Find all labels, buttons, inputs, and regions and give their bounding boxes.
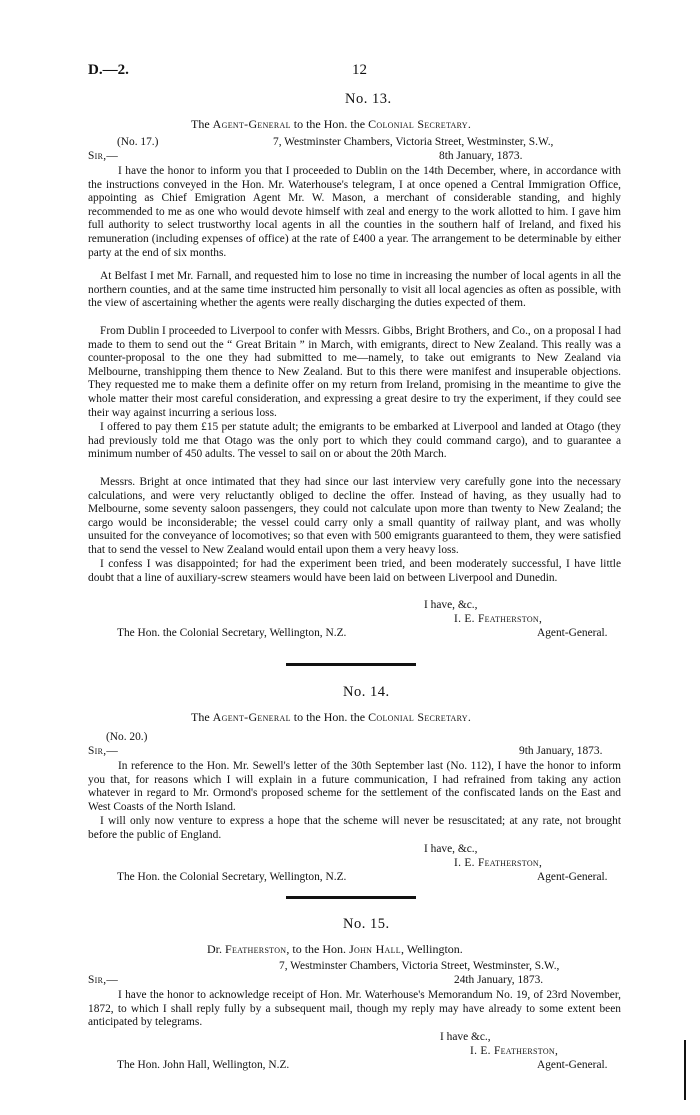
letter-13-paragraph-4: I offered to pay them £15 per statute adult; the emigrants to be embarked at Liverpool and landed at Otago (they had previously told me that Otago was the only port to which they could command cargo), and to guarantee a minimum number of 450 adults. The vessel to sail on or about the 20th March. xyxy=(88,421,621,461)
letter-15-date: 24th January, 1873. xyxy=(454,974,544,986)
letter-14-heading: The Agent-General to the Hon. the Colonial Secretary. xyxy=(191,710,472,724)
letter-14-addressee: The Hon. the Colonial Secretary, Wellington, N.Z. xyxy=(117,871,347,883)
letter-13-ref-number: (No. 17.) xyxy=(117,136,159,148)
letter-14-paragraph-2: I will only now venture to express a hope that the scheme will never be resuscitated; at any rate, not brought before the public of England. xyxy=(88,815,621,841)
letter-13-paragraph-5: Messrs. Bright at once intimated that they had since our last interview very carefully gone into the necessary calculations, and were very reluctantly obliged to decline the offer. Instead of having, as they usually had to Melbourne, some seventy saloon passengers, they could not calculate upon more than twenty to New Zealand; the cargo would be inconsiderable; the vessel could carry only a small quantity of railway plant, and was wholly unsuited for the conveyance of locomotives; so that even with 500 emigrants guaranteed to them, they were satisfied that to send the vessel to New Zealand would entail upon them a very heavy loss. xyxy=(88,476,621,556)
letter-15-salutation: Sir,— xyxy=(88,974,119,986)
letter-15-closing: I have &c., xyxy=(440,1031,491,1043)
letter-15-addressee: The Hon. John Hall, Wellington, N.Z. xyxy=(117,1059,290,1071)
letter-13-paragraph-2: At Belfast I met Mr. Farnall, and requested him to lose no time in increasing the number of local agents in all the northern counties, and at the same time instructed him personally to visit all local agencies as often as possible, with the view of ascertaining whether the agents were really discharging the duties expected of them. xyxy=(88,270,621,310)
letter-13-paragraph-1: I have the honor to inform you that I proceeded to Dublin on the 14th December, where, in accordance with the instructions conveyed in the Hon. Mr. Waterhouse's telegram, I at once opened a Central Immigration Office, appointing as Chief Emigration Agent Mr. W. Mason, a merchant of considerable standing, and highly recommended to me as one who would devote himself with zeal and energy to the work allotted to him. I gave him full authority to select trustworthy local agents in all the counties in the southern half of Ireland, and fixed his remuneration (including expenses of office) at the rate of £400 a year. The arrangement to be determinable by either party at the end of six months. xyxy=(88,165,621,259)
letter-14-ref-number: (No. 20.) xyxy=(106,731,148,743)
section-divider xyxy=(286,663,416,666)
letter-14-sign-title: Agent-General. xyxy=(537,871,608,883)
document-reference: D.—2. xyxy=(88,62,129,78)
letter-15-number: No. 15. xyxy=(343,916,390,932)
letter-13-paragraph-3: From Dublin I proceeded to Liverpool to confer with Messrs. Gibbs, Bright Brothers, and Co., on a proposal I had made to them to send out the “ Great Britain ” in March, with emigrants, direct to New Zealand. This really was a counter-proposal to the one they had submitted to me—namely, to take out emigrants to New Zealand via Melbourne, transhipping them thence to New Zealand. But to this there were manifest and insuperable objections. They requested me to make them a definite offer on my return from Ireland, promising in the meantime to give the whole matter their most careful consideration, and expressing a great desire to try the experiment, if they could see their way against incurring a serious loss. xyxy=(88,325,621,419)
letter-13-closing: I have, &c., xyxy=(424,599,478,611)
letter-13-salutation: Sir,— xyxy=(88,150,119,162)
letter-14-closing: I have, &c., xyxy=(424,843,478,855)
letter-15-address: 7, Westminster Chambers, Victoria Street, Westminster, S.W., xyxy=(279,960,560,972)
letter-14-number: No. 14. xyxy=(343,684,390,700)
letter-15-paragraph-1: I have the honor to acknowledge receipt of Hon. Mr. Waterhouse's Memorandum No. 19, of 23rd November, 1872, to which I shall reply fully by a subsequent mail, though my reply may have already to some extent been anticipated by telegrams. xyxy=(88,989,621,1029)
letter-15-heading: Dr. Featherston, to the Hon. John Hall, Wellington. xyxy=(207,942,463,956)
letter-14-salutation: Sir,— xyxy=(88,745,119,757)
letter-13-paragraph-6: I confess I was disappointed; for had the experiment been tried, and been moderately successful, I have little doubt that a line of auxiliary-screw steamers would have been laid on between Liverpool and Dunedin. xyxy=(88,558,621,584)
letter-13-date: 8th January, 1873. xyxy=(439,150,523,162)
letter-13-signature: I. E. Featherston, xyxy=(454,613,543,625)
letter-15-sign-title: Agent-General. xyxy=(537,1059,608,1071)
section-divider xyxy=(286,896,416,899)
page-number: 12 xyxy=(352,62,367,78)
letter-15-signature: I. E. Featherston, xyxy=(470,1045,559,1057)
letter-13-number: No. 13. xyxy=(345,91,392,107)
letter-13-sign-title: Agent-General. xyxy=(537,627,608,639)
letter-13-heading: The Agent-General to the Hon. the Colonial Secretary. xyxy=(191,117,472,131)
letter-14-date: 9th January, 1873. xyxy=(519,745,603,757)
letter-13-address: 7, Westminster Chambers, Victoria Street, Westminster, S.W., xyxy=(273,136,554,148)
letter-14-signature: I. E. Featherston, xyxy=(454,857,543,869)
letter-14-paragraph-1: In reference to the Hon. Mr. Sewell's letter of the 30th September last (No. 112), I have the honor to inform you that, for reasons which I will explain in a future communication, I had refrained from taking any action whatever in regard to Mr. Ormond's proposed scheme for the settlement of the confiscated lands on the East and West Coasts of the North Island. xyxy=(88,760,621,813)
letter-13-addressee: The Hon. the Colonial Secretary, Wellington, N.Z. xyxy=(117,627,347,639)
margin-mark xyxy=(684,1040,686,1100)
